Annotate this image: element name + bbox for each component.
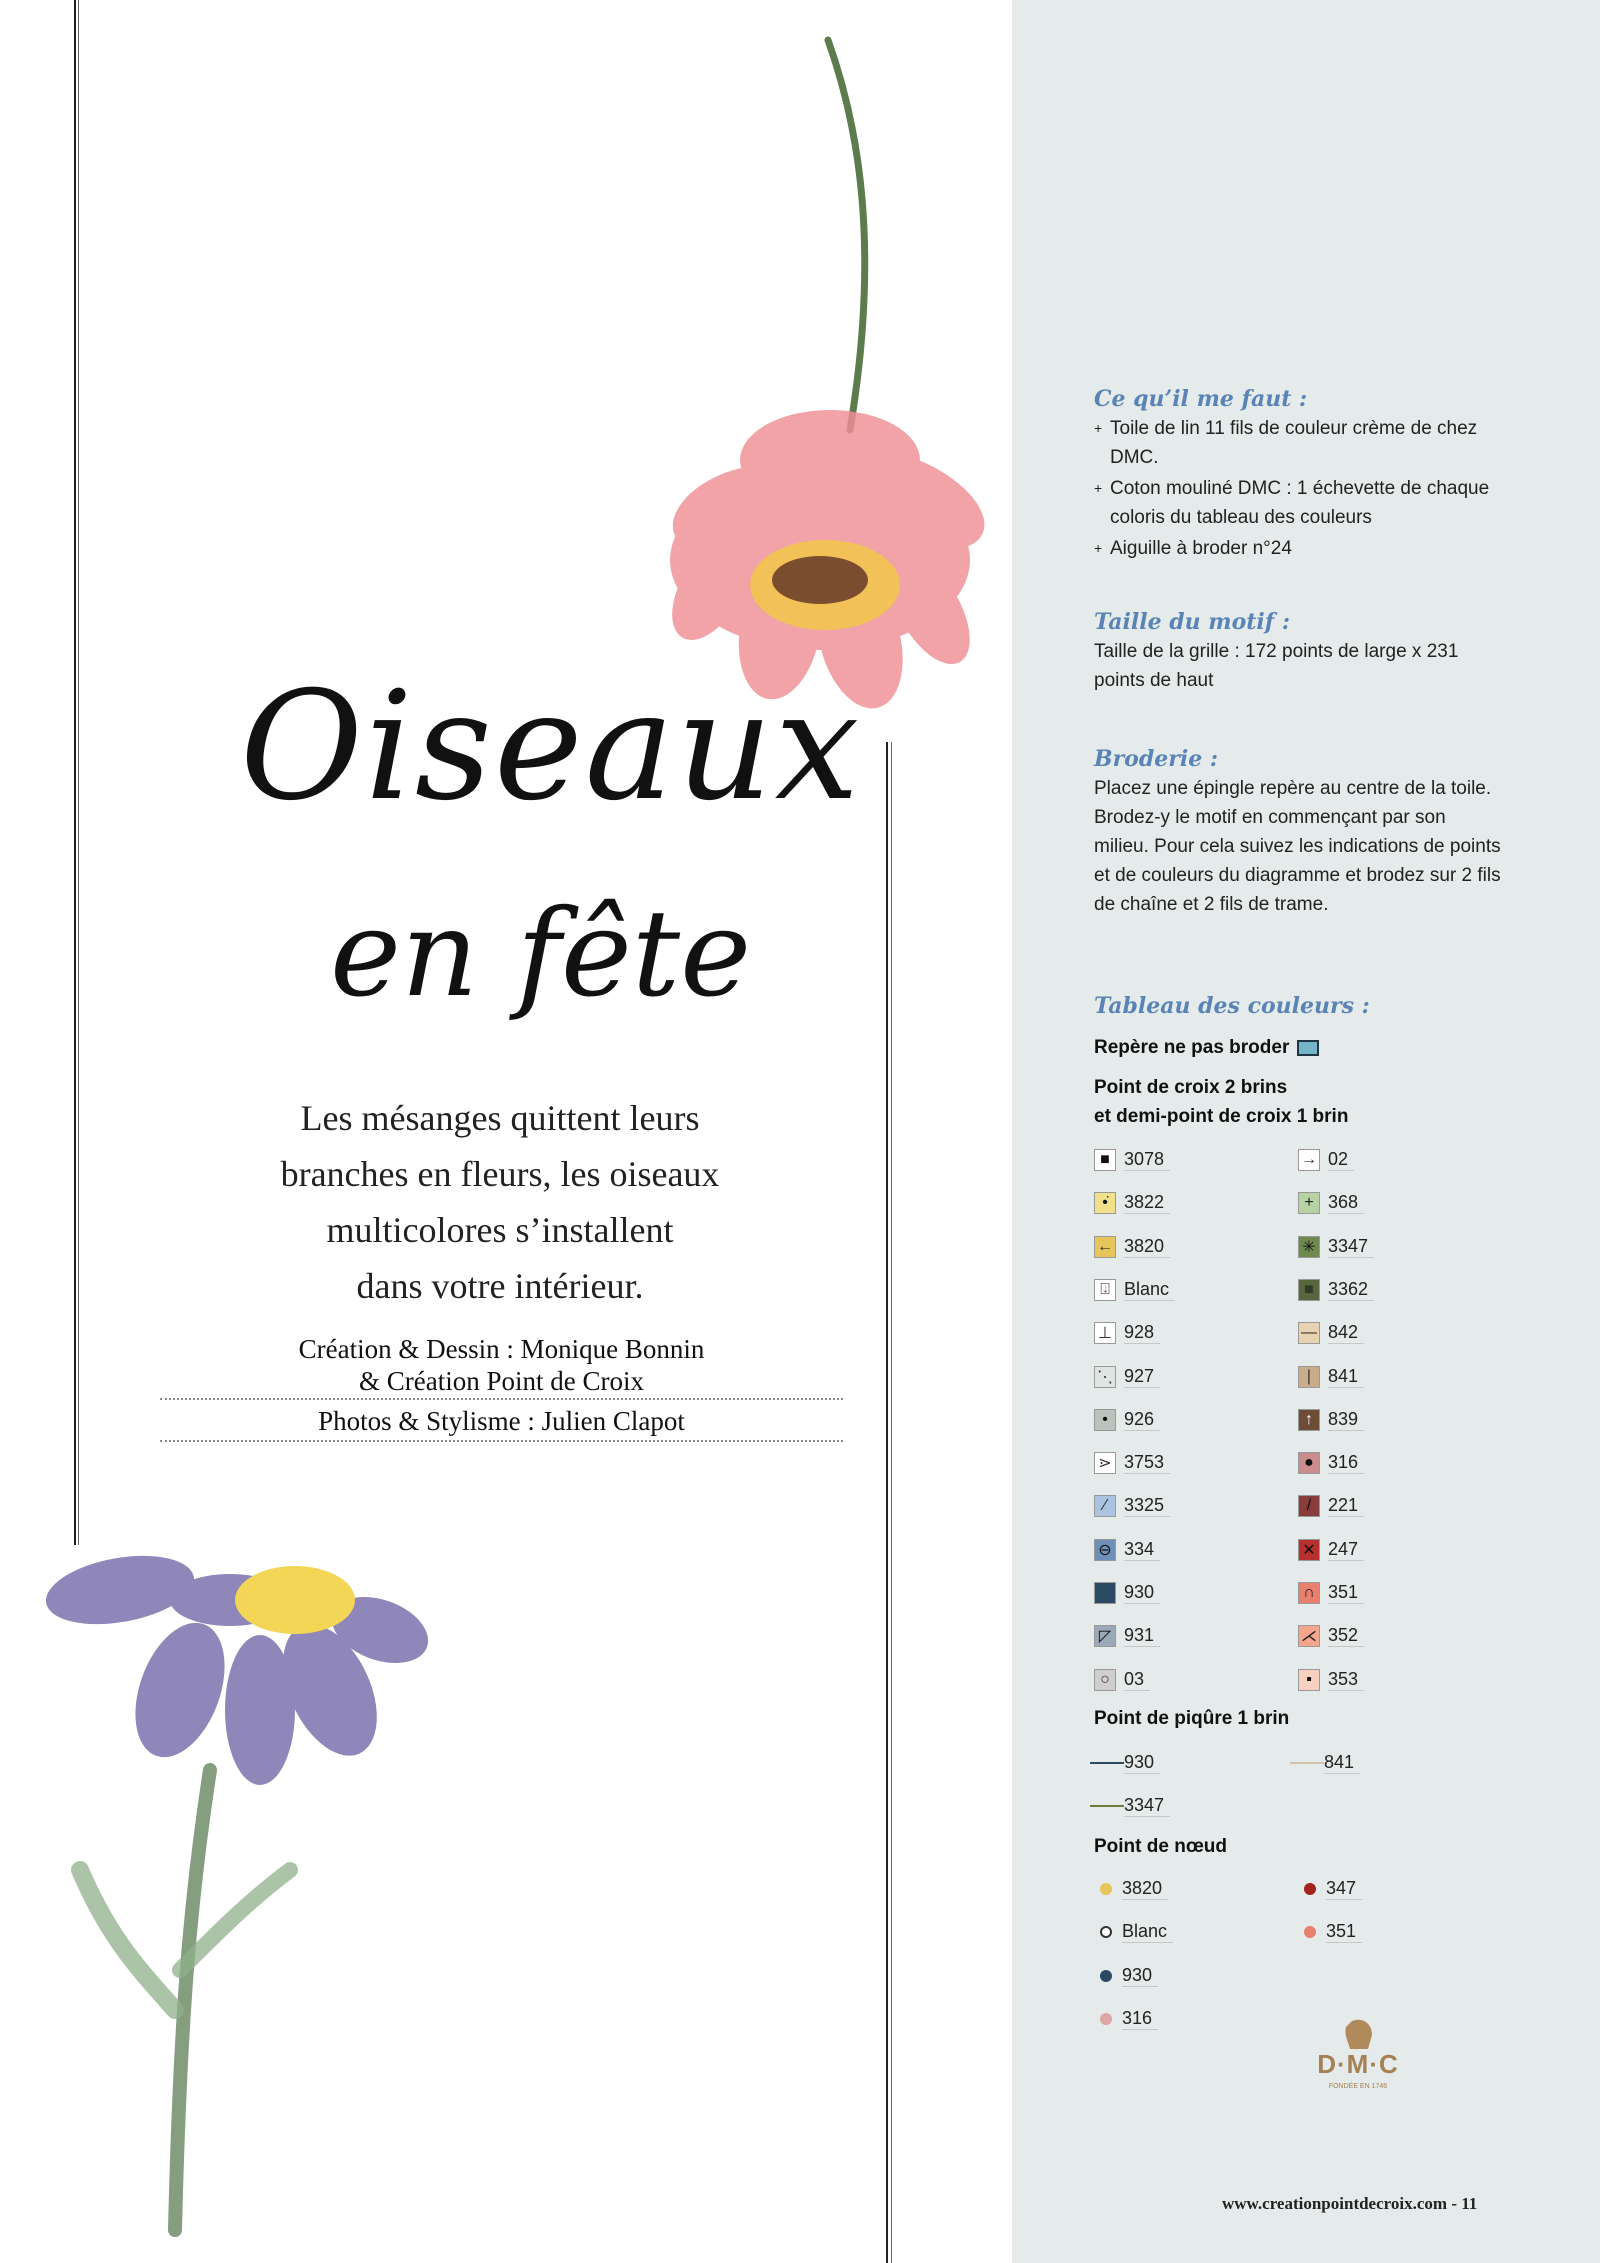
color-symbol-icon: ○ [1094, 1669, 1116, 1691]
page-title-line-1: Oiseaux [240, 660, 862, 834]
knot-dot-icon [1304, 1926, 1316, 1938]
page-title-line-2: en fête [330, 885, 752, 1024]
frame-line-right [886, 742, 888, 2263]
stitch-line-icon [1090, 1805, 1124, 1807]
color-row [1298, 1665, 1364, 1695]
color-row [1094, 1145, 1170, 1175]
color-code: 3347 [1328, 1236, 1374, 1258]
color-code: 03 [1124, 1669, 1150, 1691]
color-code: 316 [1122, 2008, 1158, 2030]
color-row [1298, 1491, 1364, 1521]
color-row [1298, 1405, 1364, 1435]
color-row [1298, 1448, 1364, 1478]
frame-line-left [74, 0, 76, 1545]
color-code: 928 [1124, 1322, 1160, 1344]
knot-row [1298, 1917, 1362, 1947]
color-row [1094, 1448, 1170, 1478]
intro-line: Les mésanges quittent leurs [300, 1098, 700, 1138]
color-code: Blanc [1122, 1921, 1173, 1943]
color-symbol-icon: ✳ [1298, 1236, 1320, 1258]
color-symbol-icon: ■ [1298, 1279, 1320, 1301]
color-symbol-icon: ⋱ [1094, 1366, 1116, 1388]
color-symbol-icon: ● [1298, 1452, 1320, 1474]
color-symbol-icon: ⋗ [1094, 1452, 1116, 1474]
knot-dot-icon [1100, 1926, 1112, 1938]
color-symbol-icon: → [1298, 1149, 1320, 1171]
color-row [1094, 1318, 1160, 1348]
color-code: 930 [1122, 1965, 1158, 1987]
knot-dot-icon [1100, 2013, 1112, 2025]
color-code: 3753 [1124, 1452, 1170, 1474]
color-row [1298, 1275, 1374, 1305]
color-symbol-icon: ↑ [1298, 1409, 1320, 1431]
color-code: 02 [1328, 1149, 1354, 1171]
size-heading: Taille du motif : [1094, 609, 1291, 635]
credit-line: & Création Point de Croix [359, 1366, 644, 1396]
color-row [1094, 1362, 1160, 1392]
size-section [1094, 608, 1504, 695]
color-row [1094, 1578, 1160, 1608]
color-code: 842 [1328, 1322, 1364, 1344]
color-row [1094, 1535, 1160, 1565]
size-text: Taille de la grille : 172 points de large x 231 points de haut [1094, 641, 1459, 691]
color-row [1298, 1362, 1364, 1392]
intro-text [200, 1090, 800, 1314]
color-row [1094, 1405, 1160, 1435]
knot-row [1094, 1961, 1158, 1991]
color-code: 221 [1328, 1495, 1364, 1517]
color-symbol-icon: | [1298, 1366, 1320, 1388]
colors-heading-block [1094, 992, 1504, 1021]
color-row [1298, 1145, 1354, 1175]
color-code: 316 [1328, 1452, 1364, 1474]
color-row [1094, 1665, 1150, 1695]
color-code: 931 [1124, 1625, 1160, 1647]
color-symbol-icon: ∩ [1298, 1582, 1320, 1604]
color-code: 352 [1328, 1625, 1364, 1647]
color-symbol-icon: ← [1094, 1236, 1116, 1258]
color-symbol-icon: ⁄ [1094, 1495, 1116, 1517]
color-row [1094, 1232, 1170, 1262]
frame-line-right-inner [891, 742, 892, 2263]
marker-swatch [1297, 1040, 1319, 1056]
materials-item: + Coton mouliné DMC : 1 échevette de chaque coloris du tableau des couleurs [1094, 478, 1490, 528]
color-symbol-icon: ⊥ [1094, 1322, 1116, 1344]
knot-label: Point de nœud [1094, 1836, 1227, 1857]
footer [1222, 2194, 1477, 2214]
color-code: 841 [1324, 1752, 1360, 1774]
dotted-divider [160, 1440, 843, 1442]
footer-url[interactable]: www.creationpointdecroix.com [1222, 2194, 1448, 2213]
color-symbol-icon: ⊖ [1094, 1539, 1116, 1561]
color-row [1298, 1578, 1364, 1608]
backstitch-row [1090, 1748, 1160, 1778]
color-symbol-icon: ⋌ [1298, 1625, 1320, 1647]
knot-row [1094, 1917, 1173, 1947]
dmc-logo [1310, 2015, 1406, 2105]
color-symbol-icon: — [1298, 1322, 1320, 1344]
color-code: 247 [1328, 1539, 1364, 1561]
color-symbol-icon: ✕ [1298, 1539, 1320, 1561]
color-code: 347 [1326, 1878, 1362, 1900]
color-symbol-icon: ▪ [1298, 1669, 1320, 1691]
backstitch-row [1290, 1748, 1360, 1778]
intro-line: multicolores s’installent [326, 1210, 674, 1250]
embroidery-section [1094, 745, 1504, 919]
color-symbol-icon: ◸ [1094, 1625, 1116, 1647]
color-code: 926 [1124, 1409, 1160, 1431]
color-code: 3347 [1124, 1795, 1170, 1817]
color-code: 3362 [1328, 1279, 1374, 1301]
dmc-logo-text: D·M·C [1317, 2049, 1399, 2079]
intro-line: dans votre intérieur. [356, 1266, 644, 1306]
color-row [1094, 1621, 1160, 1651]
color-code: 334 [1124, 1539, 1160, 1561]
footer-separator: - [1451, 2194, 1462, 2213]
color-symbol-icon: + [1298, 1192, 1320, 1214]
color-row [1094, 1491, 1170, 1521]
color-code: 3325 [1124, 1495, 1170, 1517]
materials-item: + Aiguille à broder n°24 [1094, 538, 1292, 559]
color-code: 841 [1328, 1366, 1364, 1388]
color-code: Blanc [1124, 1279, 1175, 1301]
color-code: 930 [1124, 1582, 1160, 1604]
dmc-logo-tagline: FONDÉE EN 1746 [1328, 2083, 1388, 2090]
backstitch-row [1090, 1791, 1170, 1821]
pink-flower-illustration [620, 30, 1010, 730]
dotted-divider [160, 1398, 843, 1400]
credit-photos: Photos & Stylisme : Julien Clapot [318, 1406, 685, 1436]
credit-design [160, 1333, 843, 1397]
color-code: 351 [1326, 1921, 1362, 1943]
color-row [1298, 1621, 1364, 1651]
backstitch-label: Point de piqûre 1 brin [1094, 1708, 1290, 1729]
color-code: 3820 [1122, 1878, 1168, 1900]
page-number: 11 [1461, 2194, 1478, 2213]
color-code: 930 [1124, 1752, 1160, 1774]
color-row [1298, 1535, 1364, 1565]
frame-line-left-inner [78, 0, 79, 1545]
credit-line: Création & Dessin : Monique Bonnin [298, 1334, 705, 1364]
knot-dot-icon [1100, 1883, 1112, 1895]
color-symbol-icon [1094, 1582, 1116, 1604]
color-symbol-icon: ⍗ [1094, 1279, 1116, 1301]
color-row [1298, 1318, 1364, 1348]
embroidery-text: Placez une épingle repère au centre de la toile. Brodez-y le motif en commençant par son milieu. Pour cela suivez les indications de points et de couleurs du diagramme et brodez sur 2 fils de chaîne et 2 fils de trame. [1094, 778, 1501, 915]
color-code: 927 [1124, 1366, 1160, 1388]
stitch-line-icon [1290, 1762, 1324, 1764]
colors-heading: Tableau des couleurs : [1094, 993, 1370, 1019]
color-code: 839 [1328, 1409, 1364, 1431]
marker-label: Repère ne pas broder [1094, 1033, 1319, 1062]
color-row [1094, 1275, 1175, 1305]
materials-heading: Ce qu’il me faut : [1094, 386, 1308, 412]
color-code: 368 [1328, 1192, 1364, 1214]
stitch-line-icon [1090, 1762, 1124, 1764]
color-symbol-icon: •̇ [1094, 1192, 1116, 1214]
color-row [1094, 1188, 1170, 1218]
color-code: 353 [1328, 1669, 1364, 1691]
color-symbol-icon: ■ [1094, 1149, 1116, 1171]
knot-row [1094, 2004, 1158, 2034]
purple-flower-illustration [40, 1540, 470, 2240]
knot-row [1298, 1874, 1362, 1904]
color-symbol-icon: • [1094, 1409, 1116, 1431]
intro-line: branches en fleurs, les oiseaux [280, 1154, 720, 1194]
color-row [1298, 1188, 1364, 1218]
color-symbol-icon: / [1298, 1495, 1320, 1517]
color-row [1298, 1232, 1374, 1262]
color-code: 3822 [1124, 1192, 1170, 1214]
color-code: 3078 [1124, 1149, 1170, 1171]
color-code: 351 [1328, 1582, 1364, 1604]
knot-dot-icon [1100, 1970, 1112, 1982]
materials-item: + Toile de lin 11 fils de couleur crème de chez DMC. [1094, 418, 1478, 468]
materials-section [1094, 385, 1504, 565]
cross-stitch-label: Point de croix 2 brins et demi-point de croix 1 brin [1094, 1077, 1349, 1127]
embroidery-heading: Broderie : [1094, 746, 1218, 772]
color-code: 3820 [1124, 1236, 1170, 1258]
knot-row [1094, 1874, 1168, 1904]
knot-dot-icon [1304, 1883, 1316, 1895]
